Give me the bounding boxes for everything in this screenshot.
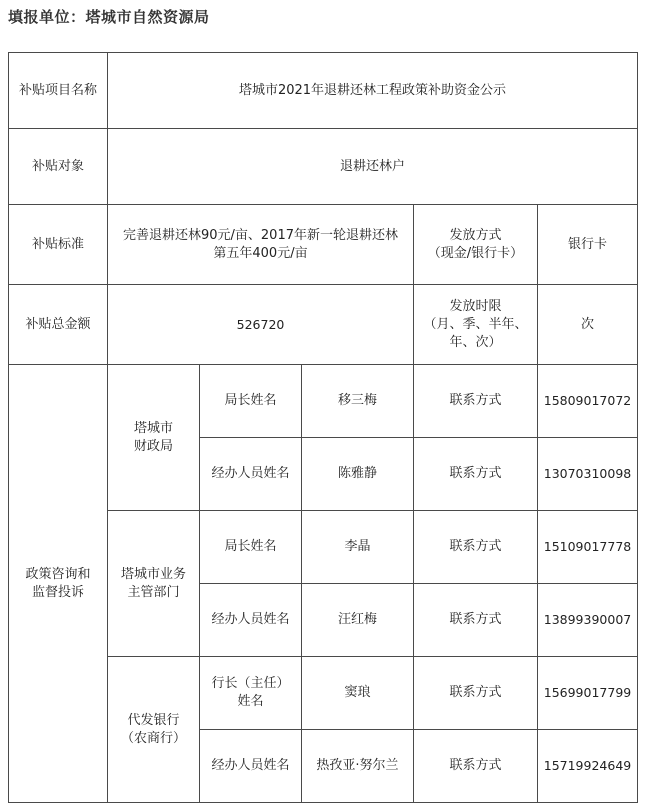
phone-number: 15719924649 [538, 730, 638, 803]
table-row [9, 285, 638, 365]
consultation-label-line-1: 政策咨询和 [25, 566, 91, 582]
phone-number: 13899390007 [538, 584, 638, 657]
subsidy-target-label: 补贴对象 [9, 129, 108, 205]
payment-method-label [414, 205, 538, 285]
payment-period-label-line-1: 发放时限 [449, 298, 502, 314]
role-label: 局长姓名 [200, 365, 302, 438]
org-name-line-2: 财政局 [133, 438, 173, 454]
org-name-line-2: （农商行） [120, 730, 186, 746]
phone-number: 15809017072 [538, 365, 638, 438]
phone-number: 13070310098 [538, 438, 638, 511]
org-name-line-1: 塔城市业务 [120, 566, 186, 582]
subsidy-standard-value [108, 205, 414, 285]
subsidy-standard-line-1: 完善退耕还林90元/亩、2017年新一轮退耕还林 [122, 227, 398, 243]
role-label: 经办人员姓名 [200, 584, 302, 657]
project-name-label: 补贴项目名称 [9, 53, 108, 129]
org-agent-bank [108, 657, 200, 803]
org-business-department [108, 511, 200, 657]
contact-label: 联系方式 [414, 365, 538, 438]
org-name-line-1: 代发银行 [127, 712, 180, 728]
org-finance-bureau [108, 365, 200, 511]
role-label: 经办人员姓名 [200, 730, 302, 803]
person-name: 李晶 [302, 511, 414, 584]
phone-number: 15109017778 [538, 511, 638, 584]
org-name-line-2: 主管部门 [127, 584, 180, 600]
role-label: 局长姓名 [200, 511, 302, 584]
table-row [9, 205, 638, 285]
person-name: 汪红梅 [302, 584, 414, 657]
payment-period-label-line-2: （月、季、半年、 [423, 316, 528, 332]
total-amount-label: 补贴总金额 [9, 285, 108, 365]
contact-label: 联系方式 [414, 511, 538, 584]
role-label [200, 657, 302, 730]
table-row [9, 129, 638, 205]
person-name: 移三梅 [302, 365, 414, 438]
subsidy-standard-line-2: 第五年400元/亩 [213, 245, 308, 261]
payment-period-label-line-3: 年、次） [449, 334, 502, 350]
role-label-line-1: 行长（主任） [211, 676, 290, 691]
role-label: 经办人员姓名 [200, 438, 302, 511]
consultation-label-line-2: 监督投诉 [31, 584, 84, 600]
consultation-section-label [9, 365, 108, 803]
payment-period-label [414, 285, 538, 365]
payment-period-value: 次 [538, 285, 638, 365]
contact-label: 联系方式 [414, 438, 538, 511]
table-row [9, 365, 638, 438]
org-name-line-1: 塔城市 [133, 420, 173, 436]
payment-method-label-line-1: 发放方式 [449, 227, 502, 243]
project-name-value: 塔城市2021年退耕还林工程政策补助资金公示 [108, 53, 638, 129]
subsidy-disclosure-table [8, 52, 638, 803]
person-name: 陈雅静 [302, 438, 414, 511]
subsidy-target-value: 退耕还林户 [108, 129, 638, 205]
contact-label: 联系方式 [414, 657, 538, 730]
reporting-unit-heading: 填报单位：塔城市自然资源局 [8, 8, 210, 26]
payment-method-label-line-2: （现金/银行卡） [427, 245, 524, 261]
person-name: 窦琅 [302, 657, 414, 730]
subsidy-standard-label: 补贴标准 [9, 205, 108, 285]
payment-method-value: 银行卡 [538, 205, 638, 285]
contact-label: 联系方式 [414, 584, 538, 657]
contact-label: 联系方式 [414, 730, 538, 803]
phone-number: 15699017799 [538, 657, 638, 730]
total-amount-value: 526720 [108, 285, 414, 365]
person-name: 热孜亚·努尔兰 [302, 730, 414, 803]
table-row [9, 53, 638, 129]
role-label-line-2: 姓名 [237, 694, 264, 709]
